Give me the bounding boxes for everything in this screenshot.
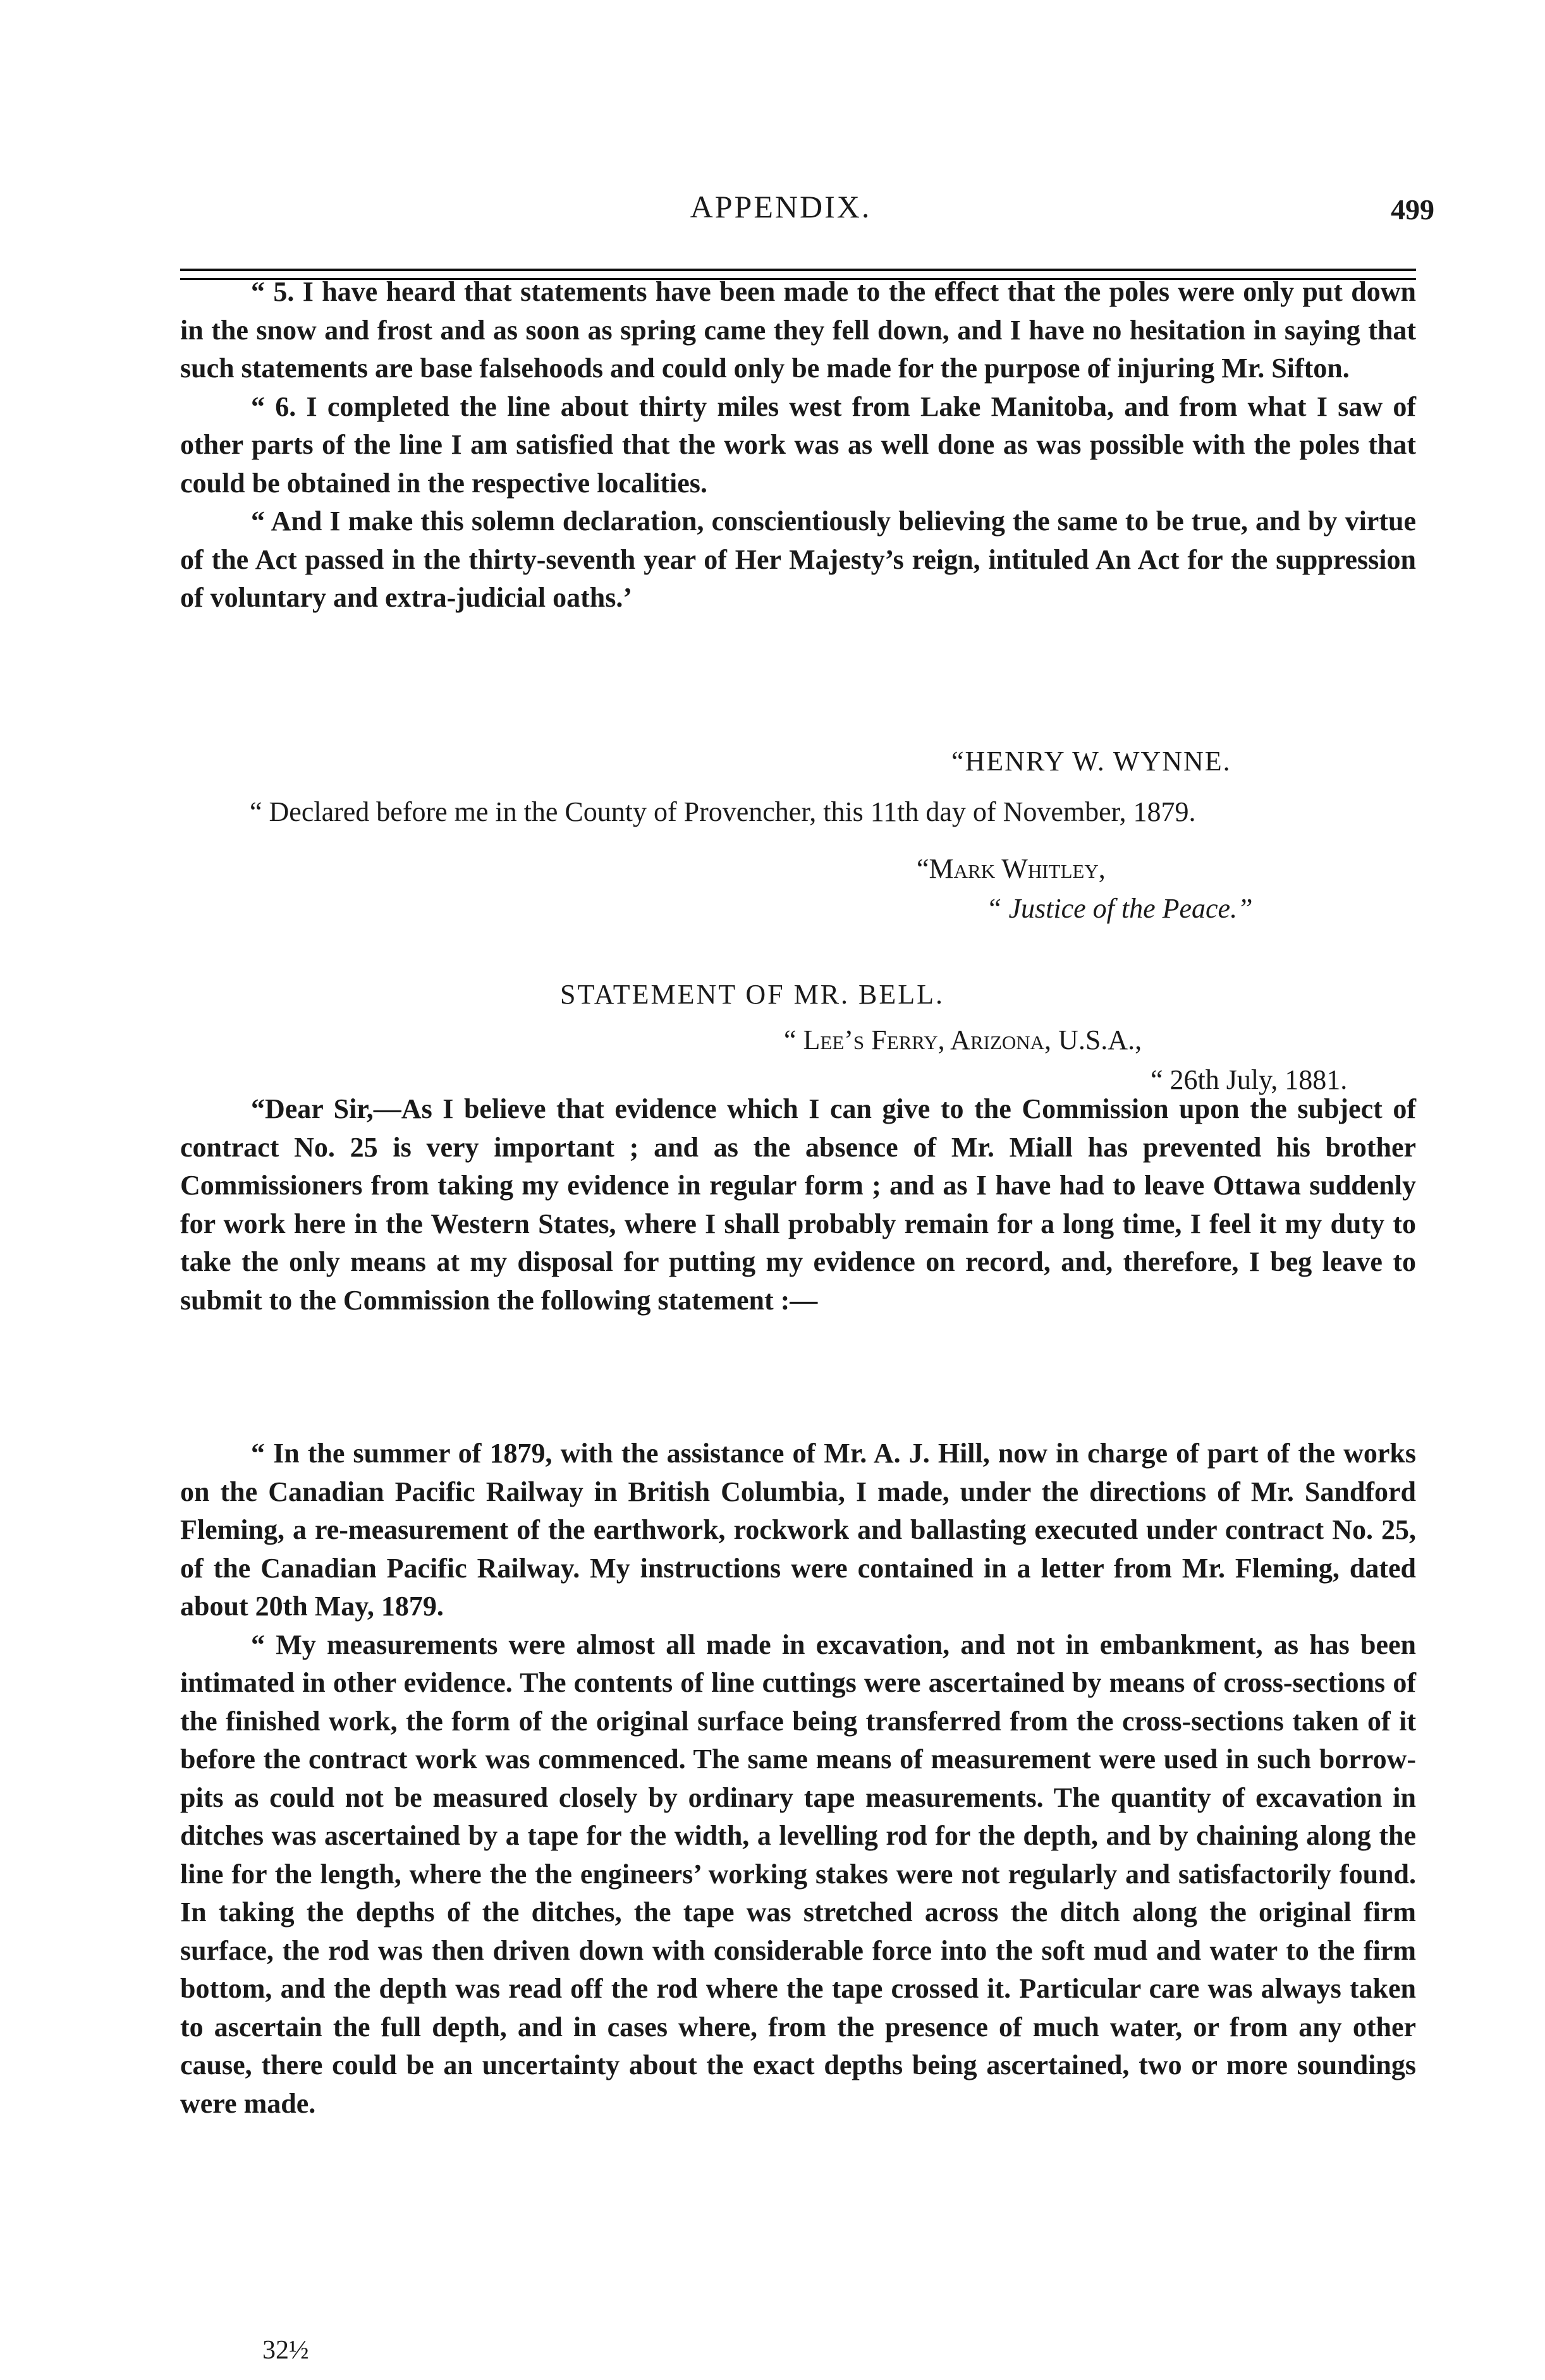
- running-head: APPENDIX.: [690, 189, 872, 224]
- declaration-text: [180, 273, 1416, 617]
- signature-mark: 32½: [262, 2336, 309, 2365]
- header-rule: [180, 269, 1416, 271]
- letter-body: [180, 1435, 1416, 2123]
- paragraph: “ 6. I completed the line about thirty miles west from Lake Manitoba, and from what I saw of other parts of the line I am satisfied that the work was as well done as was possible with the poles that could be obtained in the respective localities.: [180, 391, 1416, 499]
- paragraph: “ My measurements were almost all made in excavation, and not in embankment, as has been intimated in other evidence. The contents of line cuttings were ascertained by means of cross-sections of the finished work, the form of the original surface being transferred from the cross-sections taken of it before the contract work was commenced. The same means of measurement were used in such borrow-pits as could not be measured closely by ordinary tape measurements. The quantity of excavation in ditches was ascertained by a tape for the width, a levelling rod for the depth, and by chaining along the line for the length, where the the engineers’ working stakes were not regularly and satisfactorily found. In taking the depths of the ditches, the tape was stretched across the ditch along the original firm surface, the rod was then driven down with considerable force into the soft mud and water to the firm bottom, and the depth was read off the rod where the tape crossed it. Particular care was always taken to ascertain the full depth, and in cases where, from the presence of much water, or from any other cause, there could be an uncertainty about the exact depths being ascertained, two or more soundings were made.: [180, 1629, 1416, 2119]
- paragraph: “ 5. I have heard that statements have been made to the effect that the poles were only put down in the snow and frost and as soon as spring came they fell down, and I have no hesitation in saying that such statements are base falsehoods and could only be made for the purpose of injuring Mr. Sifton.: [180, 276, 1416, 384]
- declaration-line: “ Declared before me in the County of Provencher, this 11th day of November, 1879.: [250, 796, 1196, 827]
- page-number: 499: [1391, 193, 1434, 226]
- paragraph: “ In the summer of 1879, with the assistance of Mr. A. J. Hill, now in charge of part of the works on the Canadian Pacific Railway in British Columbia, I made, under the directions of Mr. Sandford Fleming, a re-measurement of the earthwork, rockwork and ballasting executed under contract No. 25, of the Canadian Pacific Railway. My instructions were contained in a letter from Mr. Fleming, dated about 20th May, 1879.: [180, 1438, 1416, 1622]
- witness-title: “ Justice of the Peace.”: [986, 893, 1253, 924]
- paragraph: “ And I make this solemn declaration, conscientiously believing the same to be true, and by virtue of the Act passed in the thirty-seventh year of Her Majesty’s reign, intituled An Act for the suppression of voluntary and extra-judicial oaths.’: [180, 506, 1416, 613]
- letter-opening: [180, 1090, 1416, 1320]
- letter-date: “ 26th July, 1881.: [1151, 1064, 1348, 1095]
- paragraph: “Dear Sir,—As I believe that evidence which I can give to the Commission upon the subject of contract No. 25 is very important ; and as the absence of Mr. Miall has prevented his brother Commissioners from taking my evidence in regular form ; and as I have had to leave Ottawa suddenly for work here in the Western States, where I shall probably remain for a long time, I feel it my duty to take the only means at my disposal for putting my evidence on record, and, therefore, I beg leave to submit to the Commission the following statement :—: [180, 1093, 1416, 1316]
- letter-address: “ Lee’s Ferry, Arizona, U.S.A.,: [784, 1024, 1142, 1055]
- witness-name: “Mark Whitley,: [917, 853, 1106, 884]
- section-heading: STATEMENT OF MR. BELL.: [559, 979, 945, 1010]
- signatory-name: “HENRY W. WYNNE.: [951, 746, 1231, 777]
